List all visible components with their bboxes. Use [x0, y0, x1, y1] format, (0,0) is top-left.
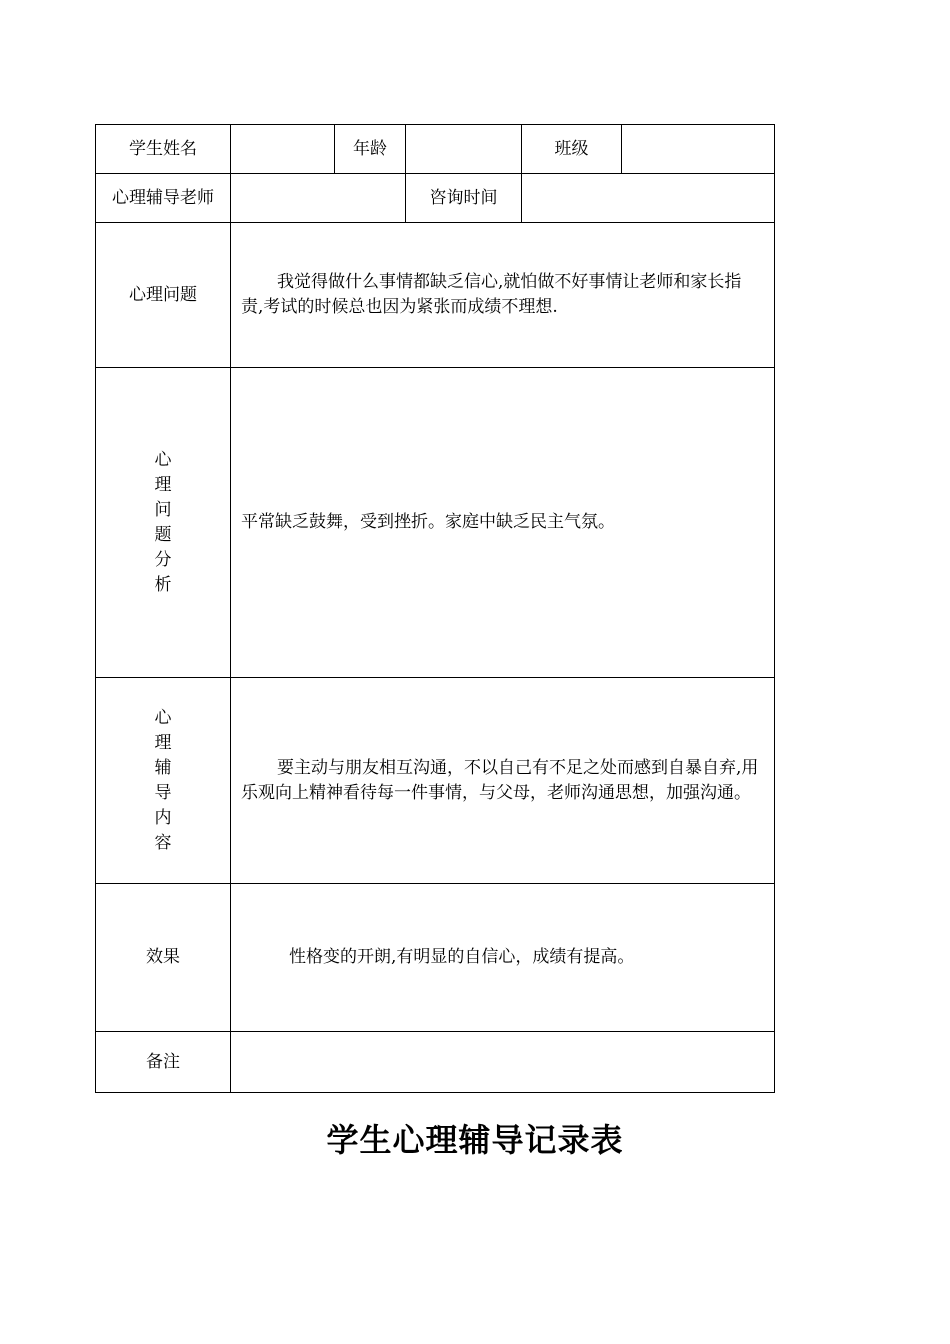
analysis-label-char: 分 — [154, 549, 172, 570]
student-name-label: 学生姓名 — [96, 125, 231, 174]
guidance-label — [96, 678, 231, 884]
guidance-text: 要主动与朋友相互沟通，不以自己有不足之处而感到自暴自弃,用乐观向上精神看待每一件事情，与父母，老师沟通思想，加强沟通。 — [231, 678, 775, 884]
student-name-value — [231, 125, 335, 174]
counselor-label: 心理辅导老师 — [96, 174, 231, 223]
analysis-text: 平常缺乏鼓舞，受到挫折。家庭中缺乏民主气氛。 — [231, 368, 775, 678]
guidance-label-char: 辅 — [154, 757, 172, 778]
analysis-label-char: 理 — [154, 474, 172, 495]
effect-label: 效果 — [96, 884, 231, 1032]
counseling-record-table — [95, 124, 775, 1093]
analysis-label-char: 题 — [154, 524, 172, 545]
table-row-problem — [96, 223, 775, 368]
guidance-label-char: 理 — [154, 732, 172, 753]
table-row-effect — [96, 884, 775, 1032]
remarks-value — [231, 1032, 775, 1093]
class-label: 班级 — [522, 125, 622, 174]
table-row-guidance — [96, 678, 775, 884]
guidance-label-char: 导 — [154, 782, 172, 803]
guidance-label-char: 心 — [154, 707, 172, 728]
class-value — [622, 125, 775, 174]
table-row-remarks — [96, 1032, 775, 1093]
table-row-student-info — [96, 125, 775, 174]
analysis-label-char: 心 — [154, 449, 172, 470]
guidance-label-char: 容 — [154, 832, 172, 853]
guidance-label-char: 内 — [154, 807, 172, 828]
consult-time-label: 咨询时间 — [406, 174, 522, 223]
counselor-value — [231, 174, 406, 223]
problem-label: 心理问题 — [96, 223, 231, 368]
age-label: 年龄 — [335, 125, 406, 174]
age-value — [406, 125, 522, 174]
analysis-label-char: 问 — [154, 499, 172, 520]
consult-time-value — [522, 174, 775, 223]
document-title: 学生心理辅导记录表 — [326, 1121, 624, 1159]
table-row-counselor — [96, 174, 775, 223]
effect-text: 性格变的开朗,有明显的自信心，成绩有提高。 — [231, 884, 775, 1032]
table-row-analysis — [96, 368, 775, 678]
analysis-label — [96, 368, 231, 678]
analysis-label-char: 析 — [154, 574, 172, 595]
remarks-label: 备注 — [96, 1032, 231, 1093]
problem-text: 我觉得做什么事情都缺乏信心,就怕做不好事情让老师和家长指责,考试的时候总也因为紧张而成绩不理想. — [231, 223, 775, 368]
